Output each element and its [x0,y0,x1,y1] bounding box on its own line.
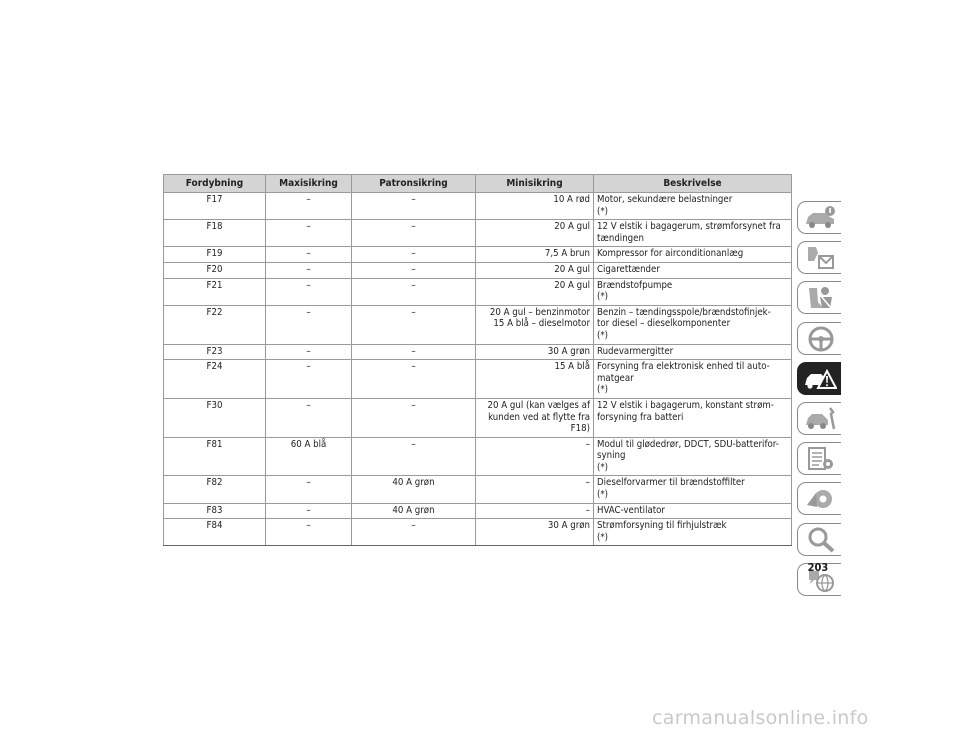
fuse-table [163,174,792,546]
table-row [164,247,792,263]
cell-line: HVAC-ventilator [597,504,665,516]
header-maxisikring: Maxisikring [266,175,352,193]
cell-beskrivelse [594,360,792,399]
table-row [164,220,792,247]
cell-patronsikring: – [352,278,476,305]
table-row [164,344,792,360]
cell-line: Brændstofpumpe [597,279,673,291]
warning-lights-icon [803,244,837,271]
cell-fordybning: F17 [164,193,266,220]
table-row [164,278,792,305]
cell-line: 30 A grøn [547,520,590,532]
cell-line: 15 A blå – dieselmotor [493,318,590,330]
cell-patronsikring: – [352,519,476,546]
cell-line: Rudevarmergitter [597,345,674,357]
cell-fordybning: F19 [164,247,266,263]
cell-line: Forsyning fra elektronisk enhed til auto- [597,361,770,373]
specifications-icon [803,445,837,472]
cell-fordybning: F23 [164,344,266,360]
cell-minisikring [476,344,594,360]
cell-beskrivelse [594,519,792,546]
tab-multimedia[interactable] [797,482,841,515]
cell-line: 20 A gul [554,279,590,291]
cell-fordybning: F84 [164,519,266,546]
cell-maxisikring: – [266,220,352,247]
cell-fordybning: F30 [164,398,266,437]
cell-fordybning: F81 [164,437,266,476]
car-service-icon [803,405,837,432]
cell-fordybning: F22 [164,305,266,344]
header-minisikring: Minisikring [476,175,594,193]
cell-line: 12 V elstik i bagagerum, konstant strøm- [597,399,774,411]
cell-line: tor diesel – dieselkomponenter [597,318,731,330]
cell-minisikring [476,193,594,220]
cell-maxisikring: – [266,398,352,437]
table-row [164,360,792,399]
index-search-icon [803,526,837,553]
cell-patronsikring: 40 A grøn [352,503,476,519]
cell-line: F18) [570,423,590,435]
table-row [164,519,792,546]
tab-technical-specifications[interactable] [797,442,841,475]
page-number: 203 [807,561,829,574]
cell-maxisikring: – [266,193,352,220]
cell-line: (*) [597,461,609,473]
cell-patronsikring: – [352,262,476,278]
cell-line: Motor, sekundære belastninger [597,194,733,205]
cell-patronsikring: – [352,247,476,263]
cell-line: 15 A blå [554,361,590,373]
cell-maxisikring: – [266,360,352,399]
cell-minisikring [476,398,594,437]
cell-line: Dieselforvarmer til brændstoffilter [597,477,745,489]
table-row [164,503,792,519]
cell-minisikring [476,503,594,519]
cell-line: (*) [597,205,609,217]
cell-line: – [585,477,590,489]
cell-maxisikring: 60 A blå [266,437,352,476]
cell-line: (*) [597,329,609,341]
cell-fordybning: F21 [164,278,266,305]
cell-line: – [585,438,590,450]
cell-minisikring [476,220,594,247]
cell-beskrivelse [594,247,792,263]
table-row [164,305,792,344]
cell-patronsikring: – [352,305,476,344]
cell-patronsikring: – [352,220,476,247]
cell-minisikring [476,247,594,263]
cell-line: Kompressor for airconditionanlæg [597,248,744,260]
cell-beskrivelse [594,344,792,360]
cell-beskrivelse [594,503,792,519]
cell-line: Strømforsyning til firhjulstræk [597,520,727,532]
table-row [164,193,792,220]
cell-beskrivelse [594,437,792,476]
cell-maxisikring: – [266,519,352,546]
cell-line: tændingen [597,232,644,244]
cell-fordybning: F24 [164,360,266,399]
cell-patronsikring: – [352,344,476,360]
tab-servicing-maintenance[interactable] [797,402,841,435]
cell-line: kunden ved at flytte fra [488,411,590,423]
header-fordybning: Fordybning [164,175,266,193]
cell-maxisikring: – [266,262,352,278]
cell-patronsikring: – [352,193,476,220]
cell-minisikring [476,437,594,476]
cell-line: 10 A rød [553,194,590,205]
cell-minisikring [476,476,594,503]
car-info-icon [803,204,837,231]
table-row [164,437,792,476]
cell-patronsikring: – [352,398,476,437]
cell-fordybning: F82 [164,476,266,503]
watermark-text: carmanualsonline.info [652,707,869,729]
table-header-row [164,175,792,193]
cell-minisikring [476,360,594,399]
cell-line: 30 A grøn [547,345,590,357]
cell-minisikring [476,262,594,278]
cell-line: 20 A gul [554,221,590,233]
tab-in-case-of-emergency[interactable] [797,362,841,395]
cell-line: (*) [597,384,609,396]
cell-maxisikring: – [266,247,352,263]
cell-line: 20 A gul – benzinmotor [489,306,590,318]
cell-fordybning: F18 [164,220,266,247]
roadside-emergency-icon [803,365,837,392]
cell-beskrivelse [594,193,792,220]
cell-minisikring [476,305,594,344]
cell-line: 20 A gul (kan vælges af [487,399,590,411]
cell-beskrivelse [594,278,792,305]
cell-line: 12 V elstik i bagagerum, strømforsynet fra [597,221,781,233]
tab-index[interactable] [797,523,841,556]
cell-maxisikring: – [266,503,352,519]
header-patronsikring: Patronsikring [352,175,476,193]
cell-maxisikring: – [266,305,352,344]
seatbelt-safety-icon [803,284,837,311]
cell-line: (*) [597,531,609,543]
cell-fordybning: F20 [164,262,266,278]
cell-maxisikring: – [266,278,352,305]
cell-beskrivelse [594,476,792,503]
table-row [164,398,792,437]
cell-line: matgear [597,372,634,384]
cell-patronsikring: – [352,360,476,399]
chapter-tabs [797,201,841,603]
cell-line: 20 A gul [554,263,590,275]
table-row [164,476,792,503]
cell-minisikring [476,519,594,546]
cell-line: (*) [597,489,609,501]
cell-line: Cigarettænder [597,263,660,275]
cell-line: 7,5 A brun [544,248,590,260]
cell-beskrivelse [594,262,792,278]
cell-beskrivelse [594,220,792,247]
cell-line: – [585,504,590,516]
tab-safety[interactable] [797,281,841,314]
table-row [164,262,792,278]
cell-minisikring [476,278,594,305]
tab-instrument-panel[interactable] [797,241,841,274]
cell-maxisikring: – [266,476,352,503]
cell-patronsikring: 40 A grøn [352,476,476,503]
multimedia-icon [803,485,837,512]
tab-getting-to-know-vehicle[interactable] [797,201,841,234]
steering-wheel-icon [803,325,837,352]
cell-line: Benzin – tændingsspole/brændstofinjek- [597,306,771,318]
cell-maxisikring: – [266,344,352,360]
cell-beskrivelse [594,398,792,437]
header-beskrivelse: Beskrivelse [594,175,792,193]
cell-line: syning [597,450,626,462]
cell-line: (*) [597,291,609,303]
cell-fordybning: F83 [164,503,266,519]
cell-patronsikring: – [352,437,476,476]
cell-line: Modul til glødedrør, DDCT, SDU-batterifor- [597,438,779,450]
cell-line: forsyning fra batteri [597,411,684,423]
cell-beskrivelse [594,305,792,344]
tab-starting-operating[interactable] [797,322,841,355]
